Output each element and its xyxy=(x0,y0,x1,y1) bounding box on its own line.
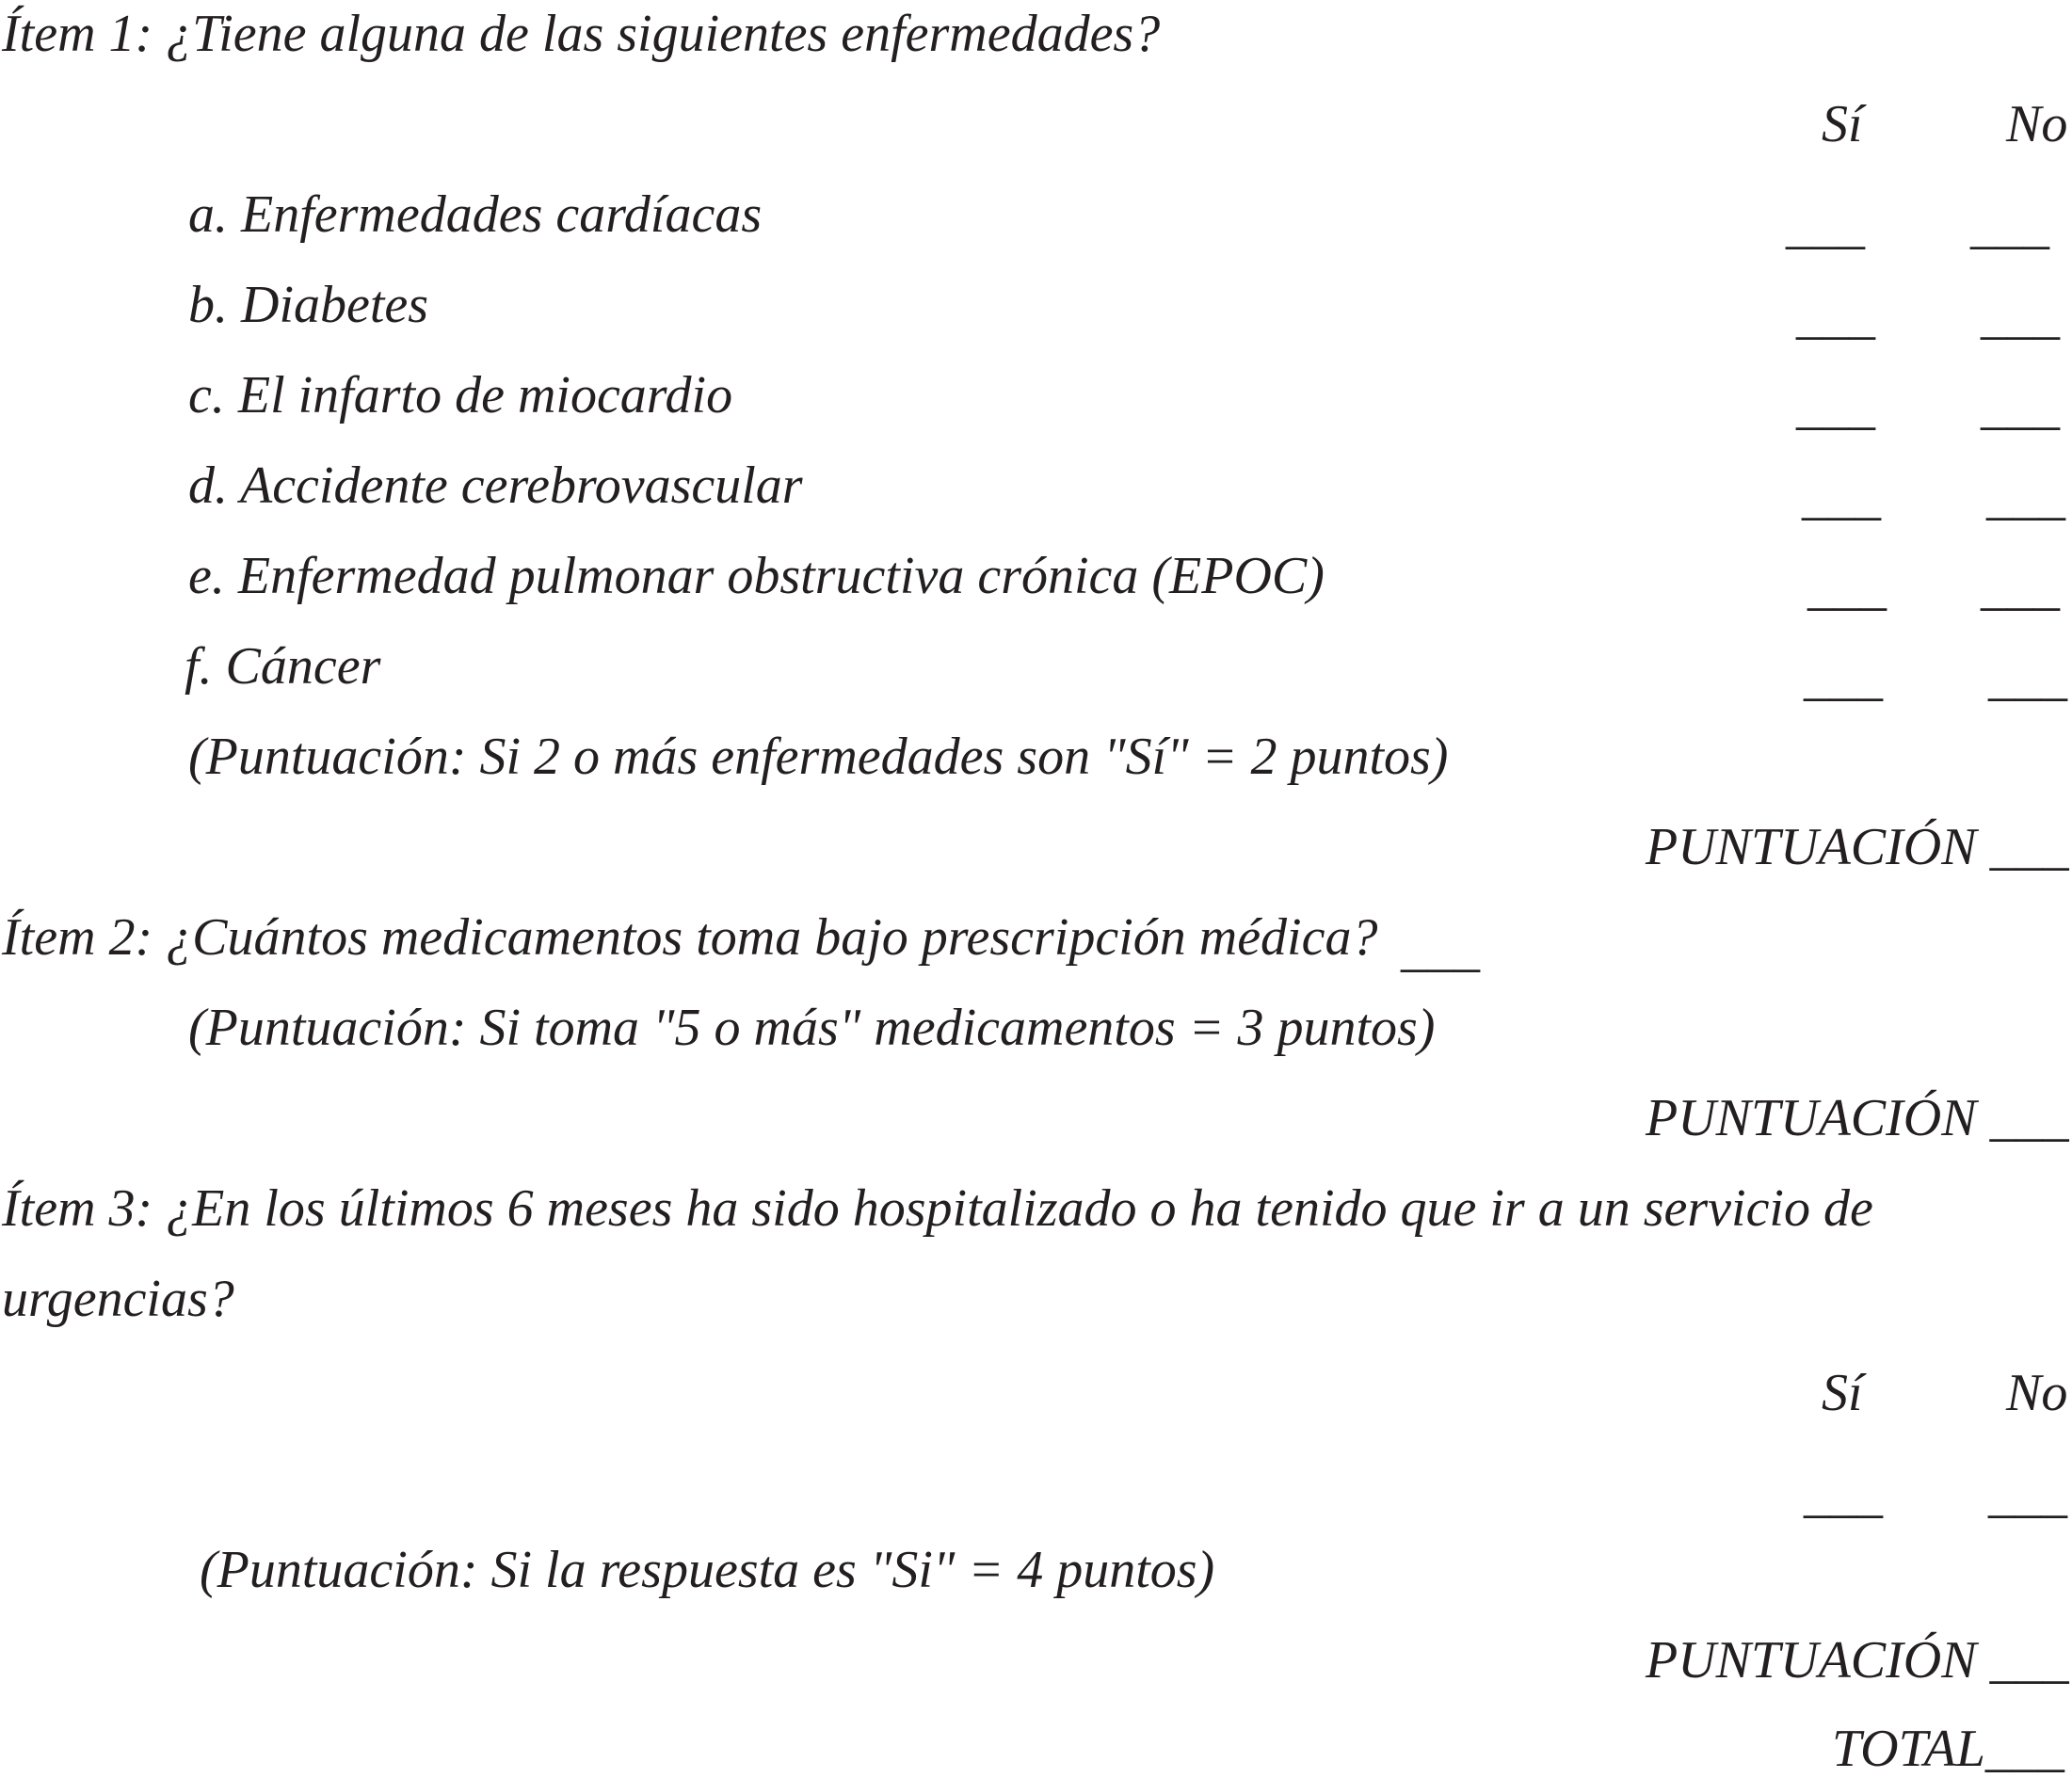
total-score[interactable]: TOTAL___ xyxy=(1832,1720,2064,1778)
disease-e-yes-blank[interactable]: ___ xyxy=(1807,558,1887,617)
item1-score[interactable]: PUNTUACIÓN ___ xyxy=(1646,818,2069,876)
item2-scoring-note: (Puntuación: Si toma "5 o más" medicamentos = 3 puntos) xyxy=(188,999,1436,1057)
disease-e-no-blank[interactable]: ___ xyxy=(1981,558,2060,617)
disease-b-yes-blank[interactable]: ___ xyxy=(1796,287,1875,345)
disease-label-b: b. Diabetes xyxy=(188,276,429,334)
item3-no-header: No xyxy=(2006,1364,2068,1422)
item3-scoring-note: (Puntuación: Si la respuesta es "Si" = 4 puntos) xyxy=(200,1541,1215,1599)
disease-label-e: e. Enfermedad pulmonar obstructiva crónica (EPOC) xyxy=(188,547,1325,605)
item2-score[interactable]: PUNTUACIÓN ___ xyxy=(1646,1089,2069,1147)
item3-no-blank[interactable]: ___ xyxy=(1988,1466,2067,1524)
item3-score[interactable]: PUNTUACIÓN ___ xyxy=(1646,1631,2069,1690)
item3-question-line1: Ítem 3: ¿En los últimos 6 meses ha sido hospitalizado o ha tenido que ir a un servicio de xyxy=(2,1179,1873,1238)
item1-question: Ítem 1: ¿Tiene alguna de las siguientes enfermedades? xyxy=(2,5,1161,63)
disease-a-no-blank[interactable]: ___ xyxy=(1970,197,2049,255)
disease-label-f: f. Cáncer xyxy=(185,637,381,696)
disease-d-no-blank[interactable]: ___ xyxy=(1986,468,2065,526)
item1-no-header: No xyxy=(2006,95,2068,153)
item3-yes-blank[interactable]: ___ xyxy=(1804,1466,1883,1524)
item2-question: Ítem 2: ¿Cuántos medicamentos toma bajo prescripción médica? xyxy=(2,908,1378,967)
disease-c-no-blank[interactable]: ___ xyxy=(1981,377,2060,436)
disease-label-d: d. Accidente cerebrovascular xyxy=(188,457,803,515)
disease-label-c: c. El infarto de miocardio xyxy=(188,366,733,424)
disease-f-yes-blank[interactable]: ___ xyxy=(1804,649,1883,707)
disease-b-no-blank[interactable]: ___ xyxy=(1981,287,2060,345)
item3-yes-header: Sí xyxy=(1822,1364,1863,1422)
disease-d-yes-blank[interactable]: ___ xyxy=(1802,468,1881,526)
disease-a-yes-blank[interactable]: ___ xyxy=(1786,197,1865,255)
item3-question-line2: urgencias? xyxy=(2,1270,234,1328)
item1-yes-header: Sí xyxy=(1822,95,1863,153)
disease-f-no-blank[interactable]: ___ xyxy=(1988,649,2067,707)
item1-scoring-note: (Puntuación: Si 2 o más enfermedades son "Sí" = 2 puntos) xyxy=(188,728,1449,786)
item2-answer-blank[interactable]: ___ xyxy=(1401,920,1480,978)
disease-c-yes-blank[interactable]: ___ xyxy=(1796,377,1875,436)
disease-label-a: a. Enfermedades cardíacas xyxy=(188,185,763,244)
